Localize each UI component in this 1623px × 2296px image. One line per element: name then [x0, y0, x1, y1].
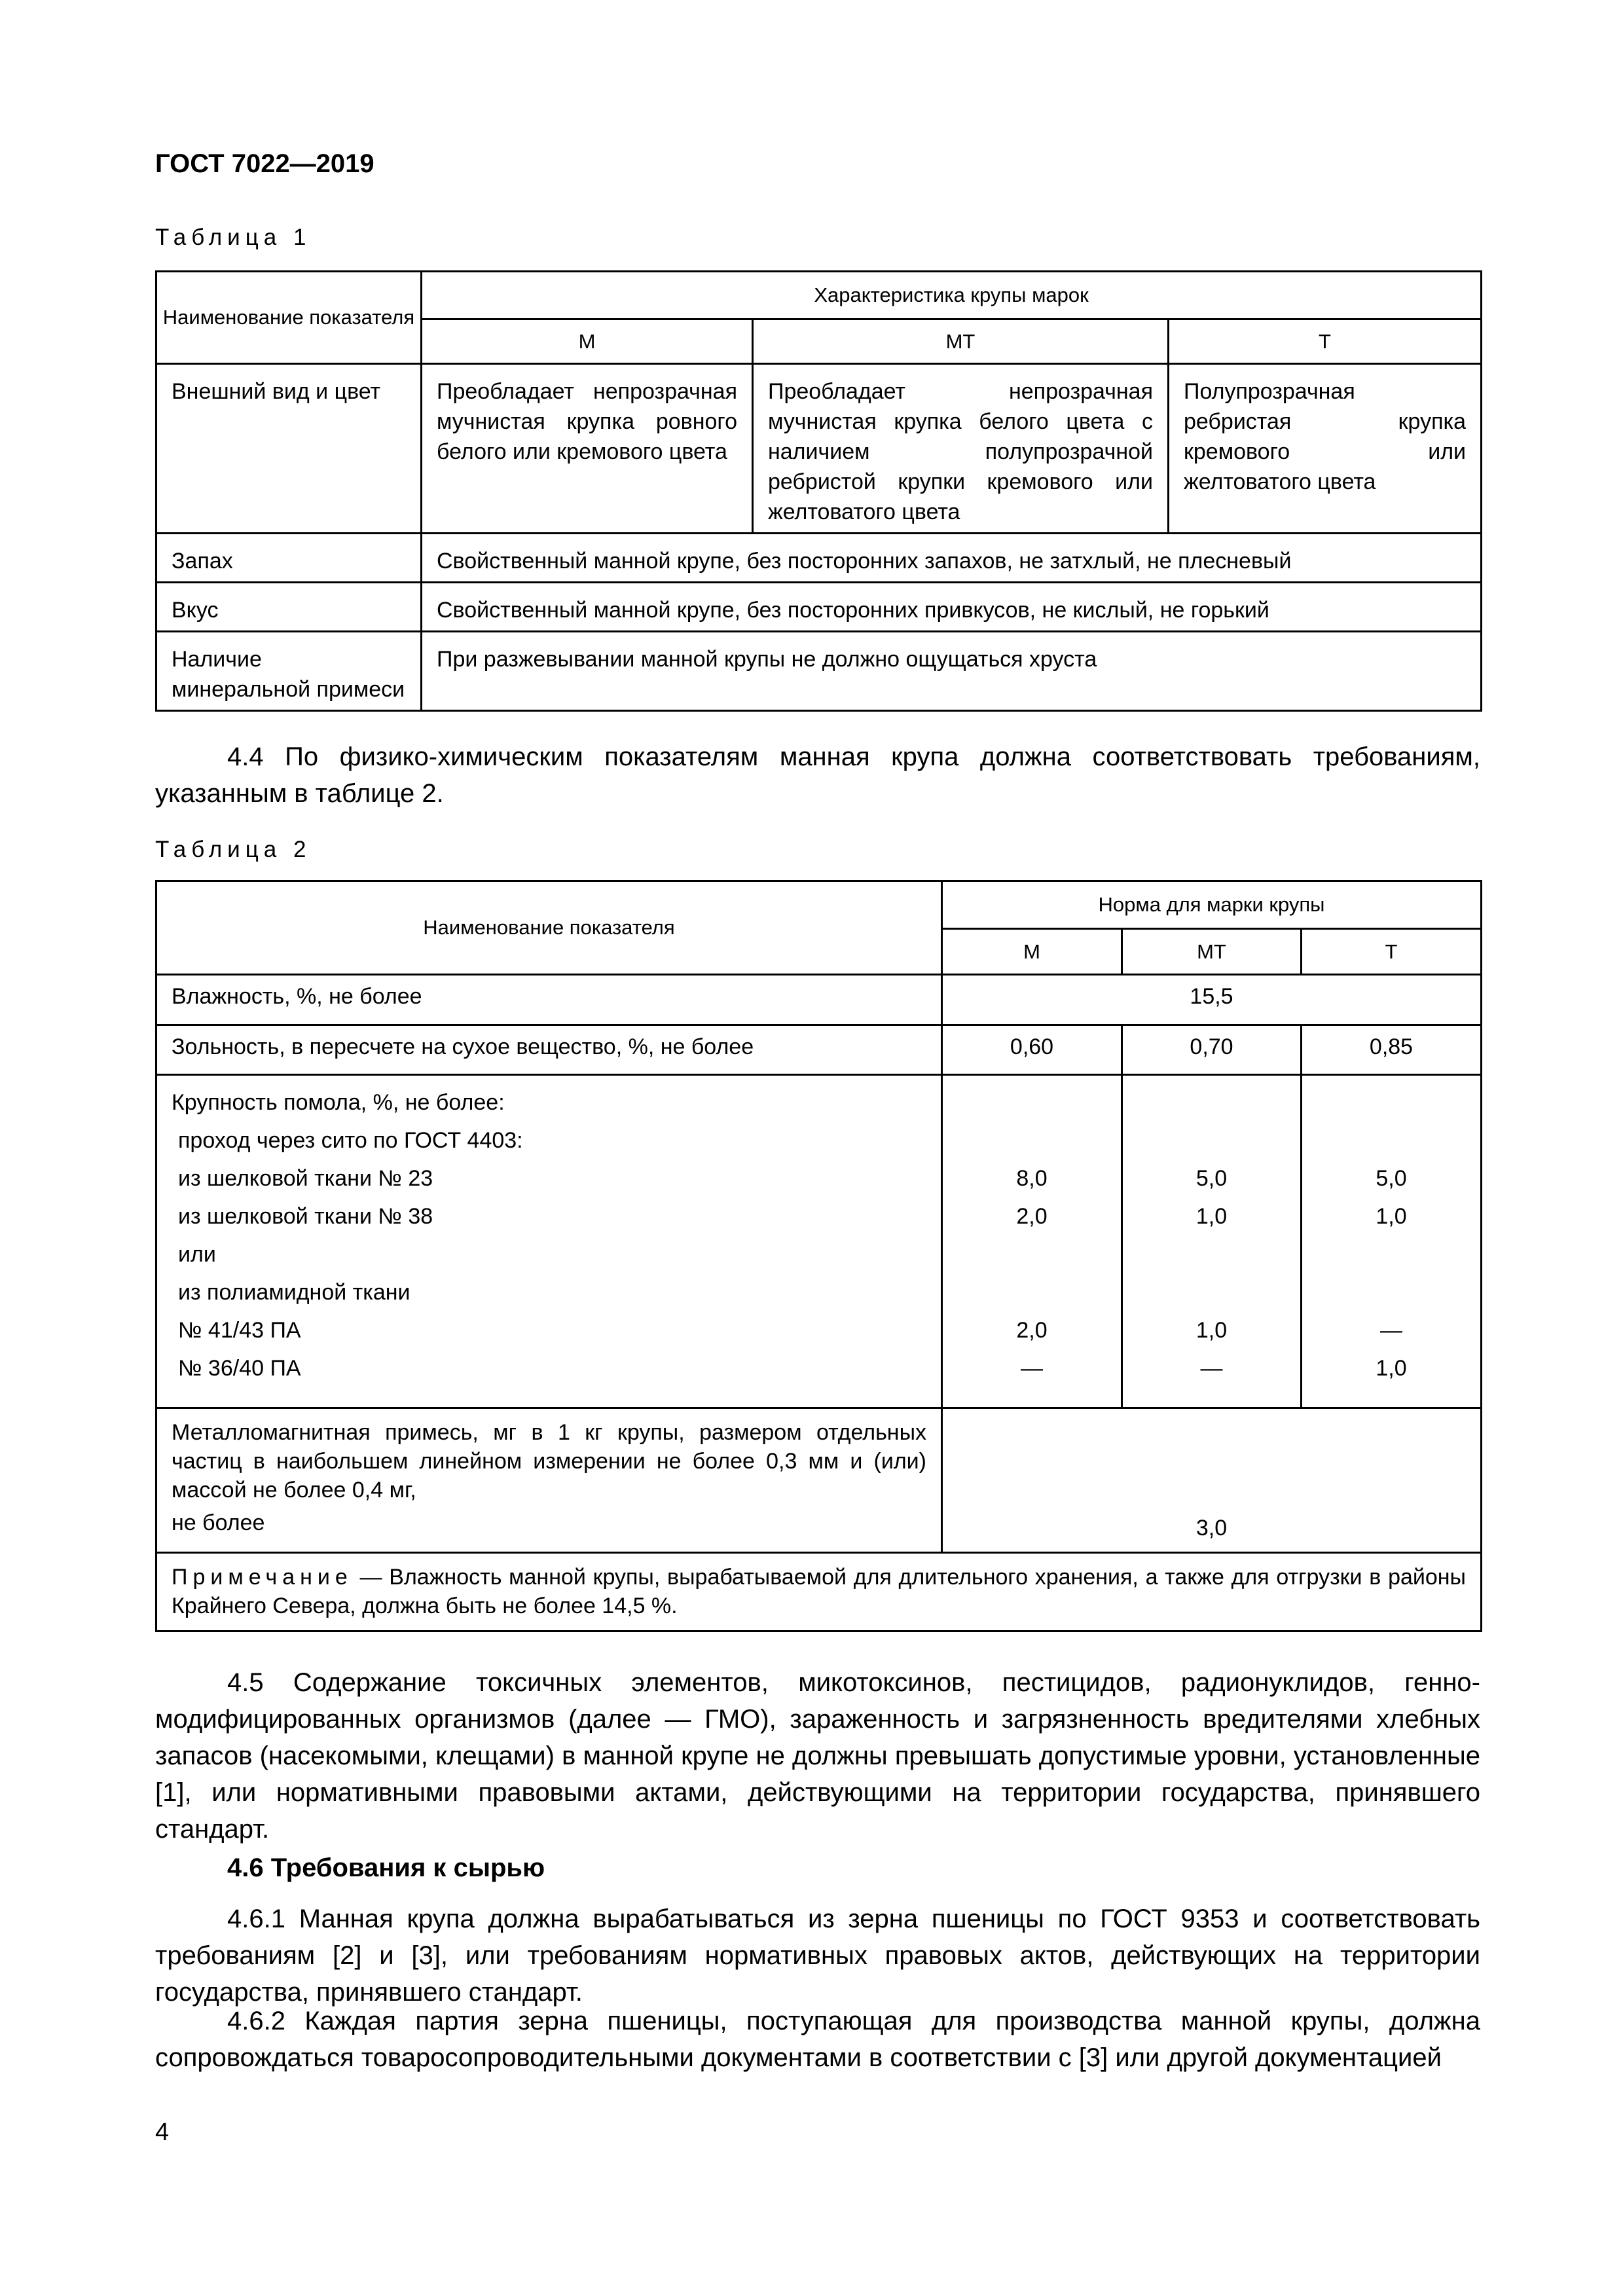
table2-header-name: Наименование показателя [156, 881, 942, 975]
grinding-polyamide: из полиамидной ткани [178, 1280, 410, 1305]
row-label: Внешний вид и цвет [156, 364, 422, 534]
cell-value: Свойственный манной крупе, без посторонних запахов, не затхлый, не плесневый [422, 534, 1482, 583]
table2-grade-m: М [942, 929, 1122, 975]
cell-value: 8,0 [1016, 1166, 1048, 1191]
paragraph-4-4: 4.4 По физико-химическим показателям манная крупа должна соответствовать требованиям, указанным в таблице 2. [155, 742, 1480, 808]
cell-value: 0,70 [1122, 1025, 1302, 1075]
table1-grade-mt: МТ [753, 319, 1169, 364]
note-label: Примечание [172, 1565, 353, 1590]
section-heading-4-6: 4.6 Требования к сырью [227, 1853, 545, 1882]
cell-value: Преобладает непрозрачная мучнистая крупка белого цвета с наличием полупрозрачной ребристой крупки кремового или желтоватого цвета [753, 364, 1169, 534]
table2-grade-t: Т [1302, 929, 1482, 975]
table2-grade-mt: МТ [1122, 929, 1302, 975]
table-row [156, 1025, 1482, 1075]
grinding-pa-41: № 41/43 ПА [178, 1318, 301, 1343]
table-row [156, 1408, 1482, 1553]
grinding-or: или [178, 1242, 216, 1267]
table2-header-group: Норма для марки крупы [942, 881, 1482, 929]
row-label-tail: не более [172, 1510, 265, 1535]
table1-header-group: Характеристика крупы марок [422, 272, 1482, 319]
grinding-sieve: проход через сито по ГОСТ 4403: [178, 1128, 523, 1153]
row-label: Наличие минеральной примеси [156, 632, 422, 711]
grinding-silk-38: из шелковой ткани № 38 [178, 1204, 433, 1229]
cell-value: — [1200, 1356, 1223, 1381]
table-row [156, 534, 1482, 583]
cell-value: — [1380, 1318, 1402, 1343]
cell-value: 2,0 [1016, 1318, 1048, 1343]
cell-value: 2,0 [1016, 1204, 1048, 1229]
cell-value: При разжевывании манной крупы не должно ощущаться хруста [422, 632, 1482, 711]
table1-caption: Таблица 1 [155, 225, 312, 250]
cell-value: 3,0 [942, 1408, 1482, 1553]
cell-value: 0,60 [942, 1025, 1122, 1075]
table2 [155, 880, 1482, 1632]
page-number: 4 [155, 2119, 170, 2146]
table1-header-name: Наименование показателя [156, 272, 422, 364]
table2-caption: Таблица 2 [155, 837, 312, 862]
cell-value: Свойственный манной крупе, без посторонних привкусов, не кислый, не горький [422, 583, 1482, 632]
note-text: — Влажность манной крупы, вырабатываемой для длительного хранения, а также для отгрузки в районы Крайнего Севера, должна быть не более 14,5 %. [172, 1565, 1466, 1618]
cell-value: — [1021, 1356, 1043, 1381]
cell-value: 15,5 [942, 975, 1482, 1025]
table1-grade-m: М [422, 319, 753, 364]
row-label: Вкус [156, 583, 422, 632]
grinding-title: Крупность помола, %, не более: [172, 1090, 505, 1115]
paragraph-4-6-2: 4.6.2 Каждая партия зерна пшеницы, поступающая для производства манной крупы, должна сопровождаться товаросопроводительными документами в соответствии с [3] или другой документацией [155, 2007, 1480, 2072]
table-row [156, 364, 1482, 534]
row-label: Металломагнитная примесь, мг в 1 кг крупы, размером отдельных частиц в наибольшем линейном измерении не более 0,3 мм и (или) массой не более 0,4 мг, [172, 1420, 926, 1503]
table-row [156, 1553, 1482, 1631]
cell-value: Полупрозрачная ребристая крупка кремового или желтоватого цвета [1169, 364, 1482, 534]
table-row [156, 632, 1482, 711]
cell-value: 1,0 [1195, 1204, 1228, 1229]
cell-value: 5,0 [1195, 1166, 1228, 1191]
cell-value: Преобладает непрозрачная мучнистая крупка ровного белого или кремового цвета [422, 364, 753, 534]
document-code: ГОСТ 7022—2019 [155, 149, 374, 178]
row-label: Запах [156, 534, 422, 583]
grinding-pa-36: № 36/40 ПА [178, 1356, 301, 1381]
table-row [156, 1075, 1482, 1408]
grinding-silk-23: из шелковой ткани № 23 [178, 1166, 433, 1191]
table-row [156, 975, 1482, 1025]
cell-value: 1,0 [1376, 1204, 1407, 1229]
paragraph-4-5: 4.5 Содержание токсичных элементов, микотоксинов, пестицидов, радионуклидов, генно-модифицированных организмов (далее — ГМО), зараженность и загрязненность вредителями хлебных запасов (насекомыми, клещами) в манной крупе не должны превышать допустимые уровни, установленные [1], или нормативными правовыми актами, действующими на территории государства, принявшего стандарт. [155, 1668, 1480, 1844]
table2-note [156, 1553, 1482, 1631]
row-label: Зольность, в пересчете на сухое вещество, %, не более [156, 1025, 942, 1075]
table-row [156, 583, 1482, 632]
table1 [155, 270, 1482, 712]
cell-value: 5,0 [1376, 1166, 1407, 1191]
cell-value: 1,0 [1376, 1356, 1407, 1381]
cell-value: 1,0 [1195, 1318, 1228, 1343]
paragraph-4-6-1: 4.6.1 Манная крупа должна вырабатываться из зерна пшеницы по ГОСТ 9353 и соответствовать требованиям [2] и [3], или требованиям нормативных правовых актов, действующих на территории государства, принявшего стандарт. [155, 1904, 1480, 2007]
table1-grade-t: Т [1169, 319, 1482, 364]
row-label: Влажность, %, не более [156, 975, 942, 1025]
cell-value: 0,85 [1302, 1025, 1482, 1075]
